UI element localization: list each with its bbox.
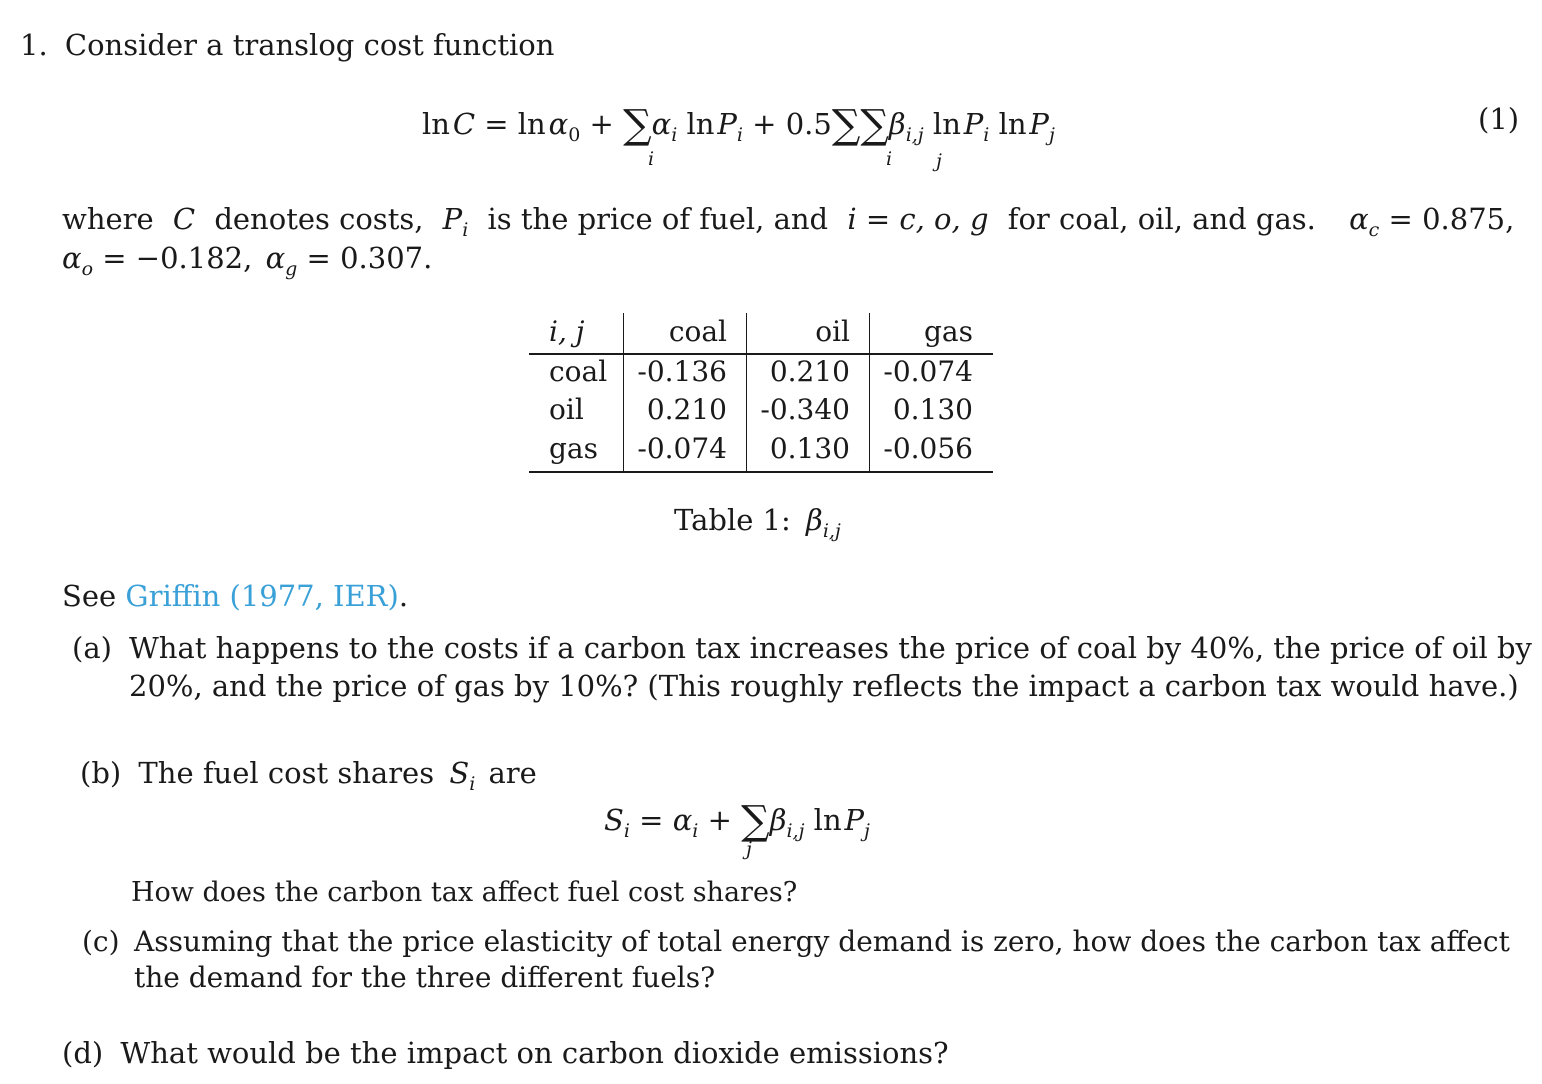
equation-number: (1): [1478, 102, 1520, 136]
table-cell: -0.136: [637, 355, 727, 388]
table-header-row: [529, 315, 993, 354]
sum-index-j-share: j: [746, 838, 752, 860]
problem-heading: [20, 28, 554, 62]
cost-share-equation: $S_i = \alpha_i + \sum\beta_{i,j}$ ln $P_j$: [604, 798, 870, 844]
table-bottom-rule: [529, 471, 993, 473]
question-b-text: The fuel cost shares: [138, 756, 435, 790]
question-b-followup: How does the carbon tax affect fuel cost shares?: [131, 877, 798, 908]
question-d: [62, 1036, 949, 1070]
question-d-text: What would be the impact on carbon dioxide emissions?: [120, 1036, 949, 1070]
row-label: gas: [549, 432, 598, 465]
where-line-2: $\alpha_o = -0.182$, $\alpha_g = 0.307$.: [62, 241, 433, 280]
sum-index-i: i: [648, 148, 655, 170]
table-cell: -0.340: [760, 393, 850, 426]
table-cell: 0.210: [646, 393, 727, 426]
question-c-line1: Assuming that the price elasticity of total energy demand is zero, how does the carbon tax affect: [134, 925, 1510, 958]
question-a-line2: 20%, and the price of gas by 10%? (This roughly reflects the impact a carbon tax would have.): [129, 669, 1519, 703]
table-cell: 0.130: [769, 432, 850, 465]
col-header: oil: [815, 315, 850, 348]
sum-index-j: j: [936, 150, 942, 172]
table-cell: -0.074: [637, 432, 727, 465]
header-label: i, j: [549, 315, 585, 348]
griffin-reference-link[interactable]: Griffin (1977, IER): [125, 579, 399, 613]
table-caption: Table 1: $\beta_{i,j}$: [674, 503, 841, 542]
col-header: coal: [668, 315, 727, 348]
table-row: [529, 355, 993, 394]
col-header: gas: [924, 315, 973, 348]
table-row: [529, 432, 993, 471]
table-cell: -0.074: [883, 355, 973, 388]
problem-number: 1.: [20, 28, 48, 62]
question-b: (b) The fuel cost shares $S_i$ are: [80, 756, 537, 795]
table-cell: 0.210: [769, 355, 850, 388]
table-cell: -0.056: [883, 432, 973, 465]
table-row: [529, 393, 993, 432]
question-c-line2: the demand for the three different fuels?: [134, 961, 716, 994]
table-cell: 0.130: [892, 393, 973, 426]
question-d-label: (d): [62, 1036, 104, 1070]
problem-intro: Consider a translog cost function: [64, 28, 555, 62]
question-a-label: (a): [72, 631, 112, 665]
reference-line: See Griffin (1977, IER).: [62, 579, 409, 613]
question-a-line1: What happens to the costs if a carbon tax increases the price of coal by 40%, the price of oil by: [129, 631, 1532, 665]
where-line-1: where C denotes costs, $P_i$ is the price of fuel, and i = c, o, g for coal, oil, and gas. $\alpha_c = 0.875$,: [62, 202, 1515, 241]
question-c-label: (c): [82, 925, 120, 958]
row-label: oil: [549, 393, 584, 426]
sum-index-i2: i: [886, 148, 893, 170]
question-b-label: (b): [80, 756, 122, 790]
row-label: coal: [549, 355, 608, 388]
translog-equation: ln C = ln $\alpha_0 + \sum\alpha_i$ ln $P_i + 0.5\sum\sum\beta_{i,j}$ ln $P_i$ ln $P_j$: [422, 102, 1055, 148]
